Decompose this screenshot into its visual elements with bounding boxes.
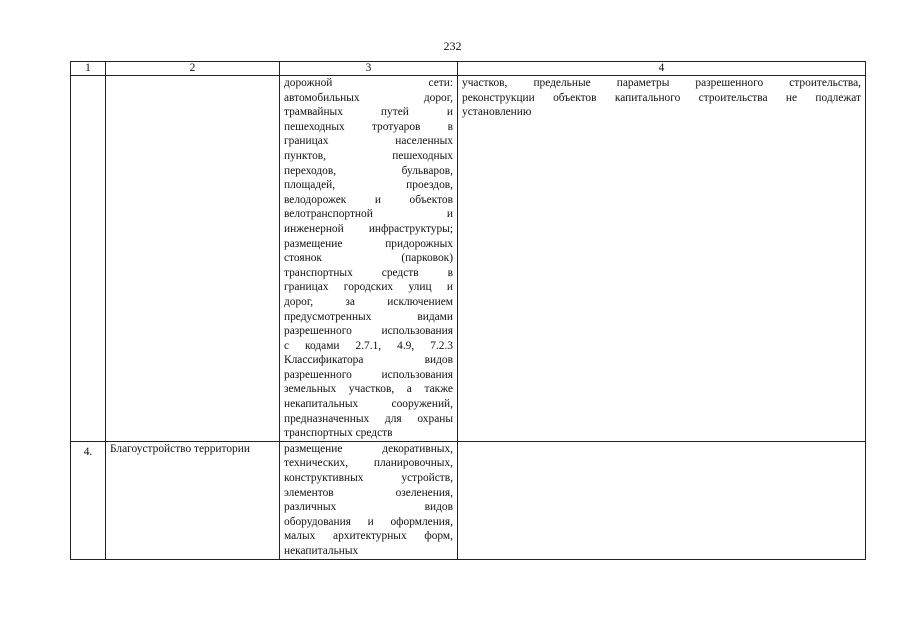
text-line: площадей, проездов,	[284, 179, 453, 192]
row-parameters-cell	[458, 441, 866, 559]
text-line: разрешенного использования	[284, 325, 453, 338]
text-line: реконструкции объектов капитального строительства не подлежат	[462, 91, 861, 104]
row-description-cell	[280, 441, 458, 559]
row-parameters-cell	[458, 76, 866, 442]
text-line: транспортных средств	[284, 427, 393, 440]
table-row-continued	[71, 76, 866, 442]
text-line: элементов озеленения,	[284, 486, 453, 499]
row-number-cell: 4.	[71, 441, 106, 559]
text-line: технических, планировочных,	[284, 457, 453, 470]
text-line: велотранспортной и	[284, 208, 453, 221]
text-line: автомобильных дорог,	[284, 91, 453, 104]
text-line: границах населенных	[284, 135, 453, 148]
row-number-cell	[71, 76, 106, 442]
text-line: Классификатора видов	[284, 354, 453, 367]
column-header-1: 1	[71, 62, 106, 76]
row-name-cell	[106, 76, 280, 442]
text-line: трамвайных путей и	[284, 106, 453, 119]
text-line: размещение декоративных,	[284, 442, 453, 455]
text-line: участков, предельные параметры разрешенного строительства,	[462, 77, 861, 89]
text-line: велодорожек и объектов	[284, 193, 453, 206]
text-line: с кодами 2.7.1, 4.9, 7.2.3	[284, 339, 453, 352]
text-line: дорожной сети:	[284, 77, 453, 89]
text-line: конструктивных устройств,	[284, 472, 453, 485]
text-line: различных видов	[284, 501, 453, 514]
row-name-cell: Благоустройство территории	[106, 441, 280, 559]
text-line: некапитальных	[284, 545, 359, 557]
text-line: пешеходных тротуаров в	[284, 120, 453, 133]
land-use-table	[70, 61, 866, 560]
text-line: малых архитектурных форм,	[284, 530, 453, 543]
table-row-4	[71, 441, 866, 559]
text-line: разрешенного использования	[284, 368, 453, 381]
text-line: оборудования и оформления,	[284, 515, 453, 528]
text-line: пунктов, пешеходных	[284, 149, 453, 162]
text-line: границах городских улиц и	[284, 281, 453, 294]
text-line: земельных участков, а также	[284, 383, 453, 396]
text-line: предназначенных для охраны	[284, 412, 453, 425]
table-header-row	[71, 62, 866, 76]
page-number: 232	[443, 39, 462, 53]
text-line: инженерной инфраструктуры;	[284, 222, 453, 235]
text-line: транспортных средств в	[284, 266, 453, 279]
text-line: размещение придорожных	[284, 237, 453, 250]
row-description-cell	[280, 76, 458, 442]
text-line: предусмотренных видами	[284, 310, 453, 323]
text-line: дорог, за исключением	[284, 295, 453, 308]
column-header-2: 2	[106, 62, 280, 76]
text-line: переходов, бульваров,	[284, 164, 453, 177]
text-line: установлению	[462, 106, 532, 119]
column-header-4: 4	[458, 62, 866, 76]
text-line: стоянок (парковок)	[284, 252, 453, 265]
column-header-3: 3	[280, 62, 458, 76]
text-line: некапитальных сооружений,	[284, 398, 453, 411]
